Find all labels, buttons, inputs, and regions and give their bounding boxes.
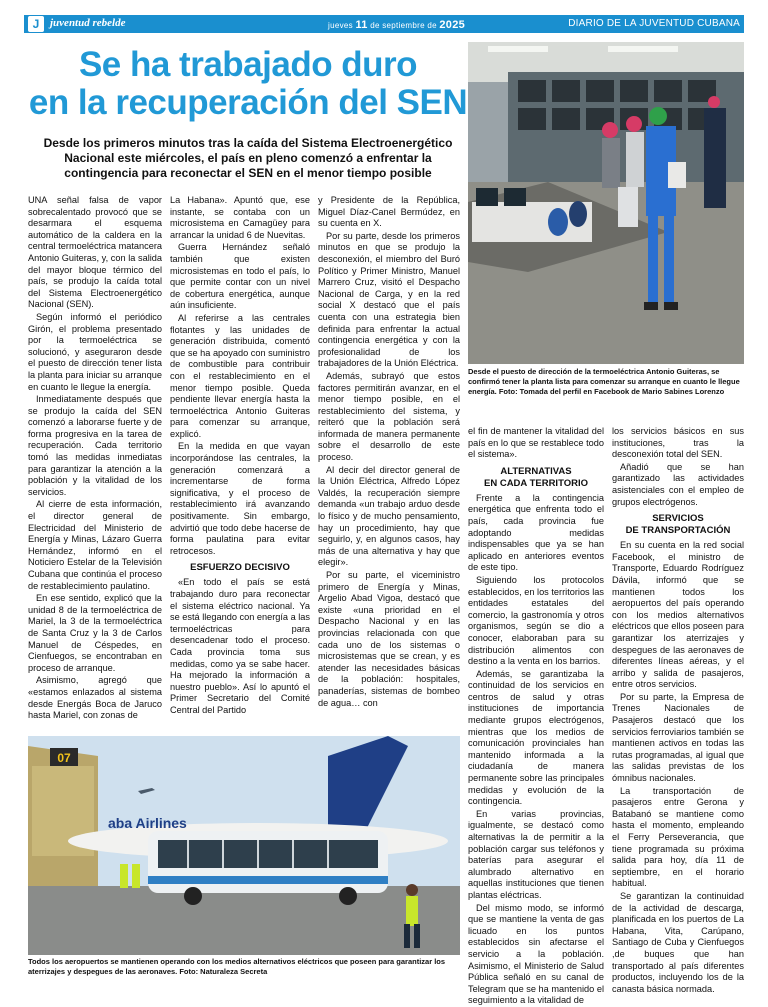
paragraph: Además, subrayó que estos factores permitirán avanzar, en el menor tiempo posible, en el restablecimiento del sistema, y reiteró que la población será informada de manera permanente sobre el desarrollo de este proceso. — [318, 370, 460, 463]
paragraph: Por su parte, el viceministro primero de Energía y Minas, Argelio Abad Vigoa, destacó que existe «una prioridad en el Despacho Nacional y en las provincias relacionada con que cada uno de los sistemas o microsistemas que se crean, y es atender las necesidades básicas de la población: hospitales, panaderías, sistemas de bombeo de agua… con — [318, 570, 460, 708]
paragraph: En la medida en que vayan incorporándose las centrales, la generación comenzará a incrementarse de forma significativa, y el proceso de restablecimiento irá avanzando positivamente. Sin embargo, advirtió que todo debe hacerse de forma paulatina para evitar retrocesos. — [170, 441, 310, 556]
paragraph: Frente a la contingencia energética que enfrenta todo el país, cada provincia fue adoptando medidas indispensables que ya se han aplicado en anteriores eventos de este tipo. — [468, 492, 604, 573]
paragraph: Del mismo modo, se informó que se mantiene la venta de gas licuado en los puntos establecidos sin afectarse el servicio a la población. Asimismo, el Ministerio de Salud Pública señaló en su canal de Telegram que se ha mantenido el seguimiento a la vitalidad de — [468, 902, 604, 1006]
airline-text: aba Airlines — [108, 815, 187, 831]
paragraph: y Presidente de la República, Miguel Díaz-Canel Bermúdez, en su cuenta en X. — [318, 195, 460, 229]
paragraph: Guerra Hernández señaló también que existen microsistemas en todo el país, lo que permite contar con un nivel de cobertura energética, aunque aún insuficiente. — [170, 242, 310, 311]
paragraph: Según informó el periódico Girón, el problema presentado por la termoeléctrica se solucionó, y aseguraron desde el puesto de dirección tener lista la planta para iniciar su arranque en cuanto le llegue la energía. — [28, 311, 162, 392]
subheading-transportacion: SERVICIOS DE TRANSPORTACIÓN — [625, 513, 731, 537]
masthead — [0, 0, 768, 37]
paragraph: «En todo el país se está trabajando duro para reconectar el sistema eléctrico nacional. Ya se está llegando con energía a las termoeléctricas para desencadenar todo el proceso. Cada provincia toma sus medidas, como ya se sabe hacer. Ha mejorado la información a nuestro pueblo». Así lo apuntó el Primer Secretario del Comité Central del Partido — [170, 577, 310, 715]
photo-caption-airport: Todos los aeropuertos se mantienen operando con los medios alternativos eléctricos que poseen para garantizar los aterrizajes y despegues de las aeronaves. Foto: Naturaleza Secreta — [28, 957, 446, 976]
paragraph: el fin de mantener la vitalidad del país en lo que se restablece todo el sistema». — [468, 426, 604, 460]
paragraph: Inmediatamente después que se produjo la caída del SEN comenzó a laborarse fuerte y de forma progresiva en la tarea de recuperación. Cada territorio tomó las medidas inmediatas para garantizar la atención a la población y la vitalidad de los servicios. — [28, 394, 162, 497]
paragraph: La transportación de pasajeros entre Gerona y Batabanó se mantiene como hasta el momento, empleando el Ferry Perseverancia, que tiene programada su próxima salida para hoy, día 11 de septiembre, en el horario habitual. — [612, 785, 744, 889]
masthead-tagline: DIARIO DE LA JUVENTUD CUBANA — [568, 18, 740, 29]
paragraph: En ese sentido, explicó que la unidad 8 de la termoeléctrica de Mariel, la 3 de la termoeléctrica de Santa Cruz y la 3 de Carlos Manuel de Céspedes, en Cienfuegos, se encontraban en proceso de arranque. — [28, 593, 162, 673]
paragraph: Se garantizan la continuidad de la actividad de descarga, planificada en los puertos de La Habana, Vita, Carúpano, Santiago de Cuba y Cienfuegos ,de buques que han transportado al país diferentes productos, incluyendo los de la canasta básica normada. — [612, 890, 744, 994]
issue-date: jueves 11 de septiembre de 2025 — [328, 19, 466, 31]
paragraph: Además, se garantizaba la continuidad de los servicios en centros de salud y otras instituciones de importancia mediante grupos electrógenos, mientras que los medios de comunicación provinciales han mantenido informada a la ciudadanía de manera permanente sobre las principales medidas y evolución de la contingencia. — [468, 668, 604, 807]
logo-icon: J — [28, 16, 44, 32]
paragraph: En varias provincias, igualmente, se destacó como alternativas la de permitir a la población cargar sus teléfonos y baterías para asegurar el alumbrado alternativo en aquellas instituciones que tienen plantas eléctricas. — [468, 808, 604, 900]
subheading-esfuerzo: ESFUERZO DECISIVO — [190, 562, 290, 574]
photo-airport — [28, 736, 460, 955]
paragraph: Asimismo, agregó que «estamos enlazados al sistema desde Energás Boca de Jaruco hasta Mariel, con zonas de — [28, 675, 162, 721]
paragraph: Añadió que se han garantizado las actividades asistenciales con el empleo de grupos electrógenos. — [612, 461, 744, 507]
paragraph: Por su parte, la Empresa de Trenes Nacionales de Pasajeros destacó que los servicios ferroviarios también se mantienen activos en todas las rutas programadas, al igual que las salidas previstas de los ómnibus nacionales. — [612, 691, 744, 784]
photo-control-room — [468, 42, 744, 364]
control-room-illustration — [468, 42, 744, 364]
paragraph: Por su parte, desde los primeros minutos en que se produjo la desconexión, el miembro del Buró Político y Primer Ministro, Manuel Marrero Cruz, visitó el Despacho Nacional de Carga, y en la red social X destacó que el país cuenta con una estrategia bien definida para enfrentar la actual contingencia energética y con la profesionalidad de los trabajadores de la Unión Eléctrica. — [318, 230, 460, 369]
paragraph: UNA señal falsa de vapor sobrecalentado provocó que se desarmara el esquema automático de la caldera en la central termoeléctrica matancera Antonio Guiteras, y, con la salida del mayor bloque térmico del país, se produjo la caída total del Sistema Electroenergético Nacional (SEN). — [28, 195, 162, 310]
paragraph: Al decir del director general de la Unión Eléctrica, Alfredo López Valdés, la recuperación siempre demanda «un trabajo arduo desde lo físico y de mucho pensamiento, hay un procedimiento, hay que seguirlo, y, en algunos casos, hay más de una alternativa y hay que elegir». — [318, 464, 460, 568]
paragraph: los servicios básicos en sus instituciones, tras la desconexión total del SEN. — [612, 426, 744, 460]
paragraph: Al referirse a las centrales flotantes y las unidades de generación distribuida, comentó que se ha apoyado con suministro de combustible para contribuir con el restablecimiento en el menor tiempo posible. Queda pendiente llevar energía hasta la termoeléctrica Antonio Guiteras para comenzar su arranque, explicó. — [170, 312, 310, 439]
paragraph: La Habana». Apuntó que, ese instante, se contaba con un microsistema en Camagüey para arrancar la unidad 6 de Nuevitas. — [170, 195, 310, 240]
article-column-4 — [468, 426, 604, 1006]
article-column-5 — [612, 426, 744, 994]
paragraph: Siguiendo los protocolos establecidos, en los territorios las entidades estatales del comercio, la gastronomía y otros organismos, según se dio a conocer, elaboraban para su distribución alimentos con destino a la venta en los barrios. — [468, 574, 604, 667]
airport-illustration — [28, 736, 460, 955]
paragraph: En su cuenta en la red social Facebook, el ministro de Transporte, Eduardo Rodríguez Dávila, informó que se mantienen todos los aeropuertos del país operando con los medios alternativos eléctricos que ellos poseen para garantizar los aterrizajes y despegues de las aeronaves de diferentes líneas aéreas, y el arribo y salida de pasajeros, entre otros servicios. — [612, 540, 744, 690]
deck: Desde los primeros minutos tras la caída del Sistema Electroenergético Nacional este miércoles, el país en pleno comenzó a enfrentar la contingencia para reconectar el SEN en el menor tiempo posible — [43, 136, 453, 180]
subheading-alternativas: ALTERNATIVAS EN CADA TERRITORIO — [484, 465, 588, 489]
photo-caption-control-room: Desde el puesto de dirección de la termoeléctrica Antonio Guiteras, se confirmó tener la planta lista para comenzar su arranque en cuanto le llegue energía. Foto: Tomada del perfil en Facebook de Mario Sabines Lorenzo — [468, 367, 740, 396]
headline: Se ha trabajado duro en la recuperación del SEN — [28, 45, 468, 122]
paragraph: Al cierre de esta información, el director general de Electricidad del Ministerio de Energía y Minas, Lázaro Guerra Hernández, informó en el Noticiero Estelar de la Televisión Cubana que continúa el proceso de restablecimiento paulatino. — [28, 499, 162, 591]
article-column-1 — [28, 195, 162, 730]
article-column-3 — [318, 195, 460, 730]
publication-name: juventud rebelde — [50, 17, 126, 29]
gate-number: 07 — [57, 751, 71, 765]
article-column-2 — [170, 195, 310, 730]
